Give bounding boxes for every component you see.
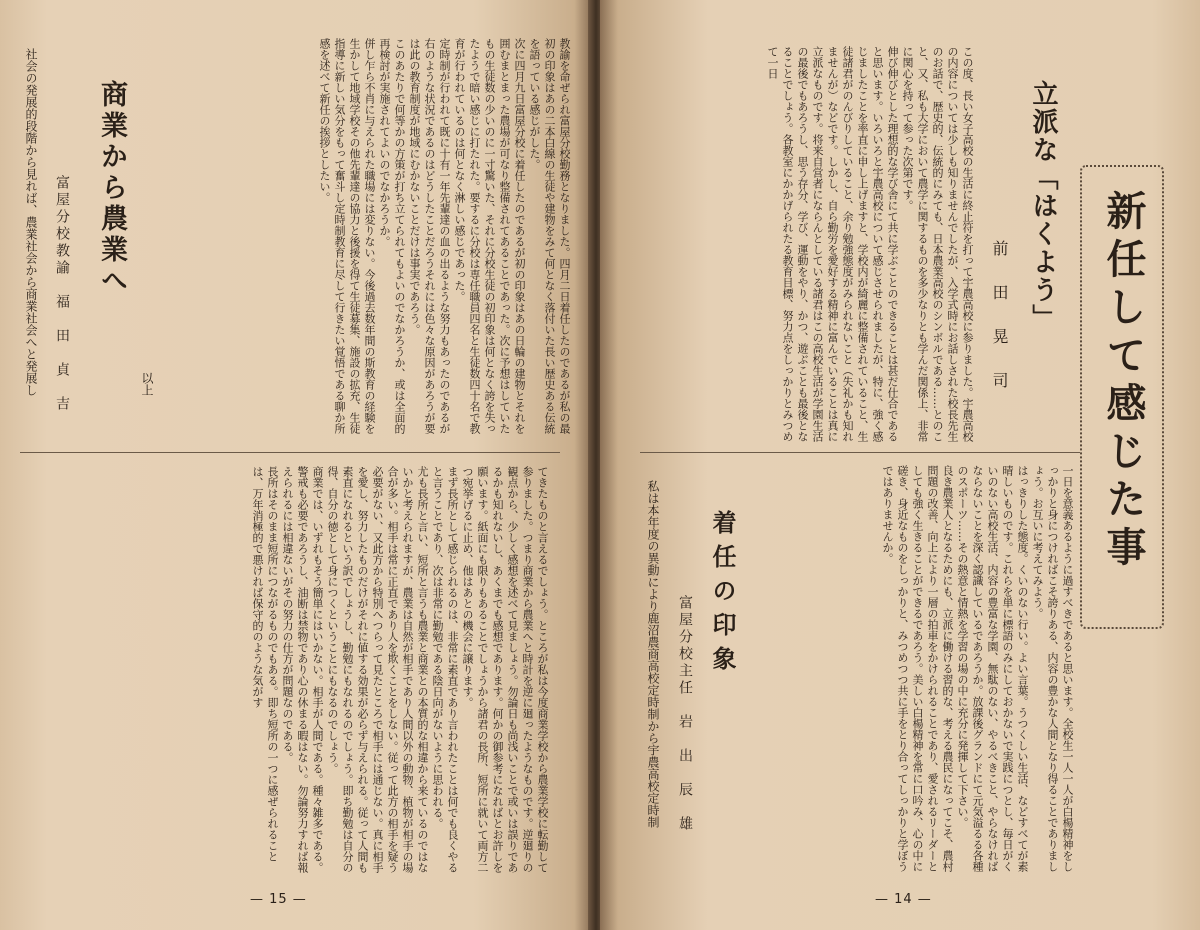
article1-title: 立派な「はくよう」 [1028, 80, 1058, 332]
left-upper-text: 教諭を命ぜられ富屋分校勤務となりました。四月二日着任したのであるが私の最初の印象はあの二本白線の生徒や建物をみて何となく落付いた長い歴史ある伝統を語っている感じがした。 次に四月九日富屋分校に着任したのであるが初の印象はあの日輪の建物とそれを囲むまとまった農場が可なり整備されてあることであった。次に予想はしていたもの生徒数の少いのに一寸驚いた、それに分校生徒の初印象は何となく誇を失ったようで暗い感じに打たれた。要するに分校は専任職員四名と生徒数四十名で教育が行われているのは何となく淋しい感じであった。 定時制が行われて既に十有一年先輩達の血の出るような努力もあったのであるが右のような状況であるのはどうしたことだろうそれには色々な原因があろうが要は此の教育制度が地域にむかないことだけは事実であろう。 このあたりで何等かの方策が打ち立てられてもよいのでなかろうか、或は全面的再検討が実施されてよいのでなかろうか。 併し乍ら不肖に与えられた職場には変りない。今後過去数年間の斯教育の経験を生かして地域学校その他先輩達の協力と後援を得て生徒募集、施設の拡充、生徒指導に新しい気分をもって奮斗し定時制教育に尽して行きたい覚悟である聊か所感を述べて新任の挨拶としたい。 [318, 38, 571, 434]
article1-text-continued: 一日を意義あるように過すべきであると思います。全校生一人一人が白楊精神をしっかりと身につければこそ誇りある、内容の豊かな人間となり得ることでありましょう。お互いに考えてみよう。 はっきりした態度。くいのない行い。よい言葉。うつくしい生活、などすべてが素晴しいものです。これらを単に標語のみにしておかないで実践につとし、毎日がくいのない高校生活、内容の豊富な学園、無駄のない、やるべきこと、やらなければならないことを深く認識しているであろうか。放課後グランドにて元気溢るる各種のスポーツ……その熱意と情熱を学習の場の中に充分に発揮して下さい。 良き農業人となるためにも、立派に働ける習的な、考える農民になってこそ、農村問題の改善、向上により一層の拍車をかけられることであり、愛されるリーダーとしても強く生きることができるであろう。美しい白楊精神を常に口吟み、心の中に磋き、身近なものをしっかりと、みつめつつ共に手をとり合ってしっかりと学ぼうではありませんか。 [881, 465, 1074, 872]
left-article-author: 富屋分校教諭 福 田 貞 吉 [54, 175, 70, 413]
left-lower-text: てきたものと言えるでしょう。ところが私は今度商業学校から農業学校に転勤して参りました。つまり商業から農業へと時計を逆に廻ったようなものです。逆廻りの観点から、少しく感想を述べて見ましょう。勿論日も尚浅いことで或いは誤りであるかも知れないし、あくまでも感想であります。何かの御参考になればとお許しを願います。紙面にも限りもあることでしょうから諸君の長所、短所に就いて両方二つ宛挙げるに止め、他はあとの機会に譲ります。 まず長所として感じられるのは、非常に素直であり言われたことは何でも良くやると言うことであり、次は非常に勤勉である陰日向がないように思われる。 尤も長所と言い、短所と言うも農業と商業との本質的な相違から来ているのではないかと考えられますが、農業は自然が相手であり人間以外の動物、植物が相手の場合が多い。相手は常に正直であり人を欺くことをしない。従って此方の相手を疑う必要がない、又此方から特別へつらって見たところで相手には通じない。真に相手を愛し、努力したものだけがそれに値する効果が必らず与えられる。従って人間も素直になれるという訳でしょうし、勤勉にもなれるのでしょう。即ち勤勉は自分の得、自分の徳として身につくということにもなるのでしょう。 商業では、いずれもそう簡単にはいかない。相手が人間である。種々雑多である。警戒も必要であろうし、油断は禁物であり心の休まる暇はない。勿論努力すれば報えられるには相違ないがその努力の仕方が問題なのである。 長所はそのまま短所につながるものでもある。即ち短所の一つに感ぜられることは、万年消極的で悪ければ保守的のような気がす [251, 466, 549, 873]
left-side-text: 社会の発展的段階から見れば、農業社会から商業社会へと発展し [24, 48, 38, 396]
article2-text-start: 私は本年度の異動により鹿沼農商高校定時制から宇農高校定時制 [646, 480, 660, 828]
left-page [0, 0, 592, 930]
left-closing: 以上 [140, 372, 154, 396]
right-divider [640, 452, 1080, 453]
article2-author: 富屋分校主任 岩 出 辰 雄 [677, 595, 693, 833]
main-title: 新任して感じた事 [1100, 190, 1147, 574]
left-divider [20, 452, 560, 453]
left-article-title: 商業から農業へ [96, 80, 127, 297]
article1-author: 前 田 晃 司 [990, 240, 1009, 394]
article1-text: この度、長い女子高校の生活に終止符を打って宇農高校に参りました。宇農高校の内容については少しも知りませんでしたが、入学式時にお話しされた校長先生のお話で、歴史的、伝統的にみても、日本農業高校のシンボルである……とのこと、又、私も大学において農学に関するものを多少なりとも学んだ関係上、非常に関心を持って参った次第です。 伸び伸びとした理想的な学び舎にて共に学ぶことのできることは甚だ仕合であると思います。いろいろと宇農高校について感じさせられましたが、特に、強く感じましたことを率直に申し上げますと、学校内が綺麗に整備されていること、生徒諸君がのんびりしていること、余り勉強態度がみられないこと（失礼かも知れませんが）などです。しかし、自ら勤労を愛好する精神に富んでいることは真に立派なものです。将来自営者にならんとしている諸君はこの高校生活が学園生活の最後でもあろうし、思う存分、学び、運動をやり、かつ、遊ぶことも最後となることでしょう。各教室にかかげられたる教育目標、努力点をしっかりとみつめて一日 [766, 46, 974, 442]
right-page [600, 0, 1200, 930]
article2-title: 着任の印象 [708, 510, 737, 680]
right-page-number: — 14 — [875, 892, 932, 907]
left-page-number: — 15 — [250, 892, 307, 907]
